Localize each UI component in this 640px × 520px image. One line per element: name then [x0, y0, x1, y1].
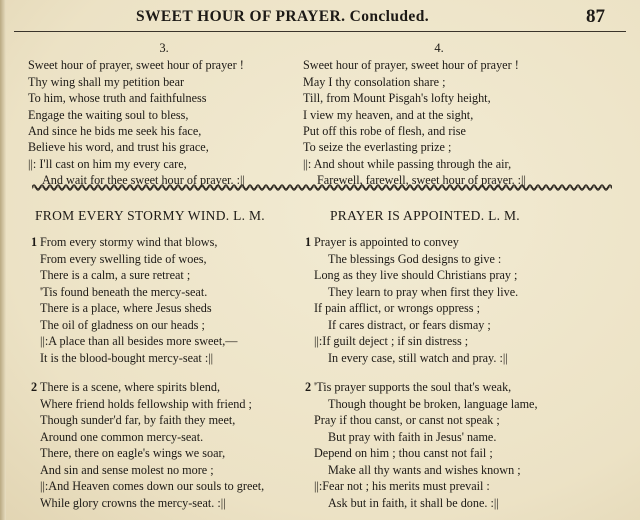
verse-line: 'Tis found beneath the mercy-seat.	[40, 284, 208, 299]
verse-number: 1	[305, 235, 312, 249]
verse-number: 2	[31, 380, 38, 394]
hymn-left-text	[31, 234, 265, 511]
verse-line: Ask but in faith, it shall be done. :||	[328, 495, 499, 510]
verse-line: Pray if thou canst, or canst not speak ;	[314, 413, 500, 427]
verse-line: Sweet hour of prayer, sweet hour of prayer !	[303, 58, 519, 73]
verse-line: To him, whose truth and faithfulness	[28, 91, 207, 106]
verse-line: The blessings God designs to give :	[328, 251, 502, 266]
verse-line: There is a calm, a sure retreat ;	[40, 268, 191, 282]
verse-line: Where friend holds fellowship with friend ;	[40, 396, 252, 411]
running-title: SWEET HOUR OF PRAYER. Concluded.	[136, 8, 430, 25]
verse-line: And wait for thee sweet hour of prayer. :||	[42, 173, 245, 188]
verse-line: ||:Fear not ; his merits must prevail :	[314, 479, 490, 493]
verse-line: Farewell, farewell, sweet hour of prayer. :||	[317, 173, 526, 188]
page-number: 87	[586, 6, 605, 27]
verse-line: Prayer is appointed to convey	[314, 235, 459, 249]
verse-1-right	[305, 234, 538, 366]
verse-line: Engage the waiting soul to bless,	[28, 107, 189, 122]
verse-4-number: 4.	[434, 41, 444, 55]
hymn-title-right: PRAYER IS APPOINTED. L. M.	[330, 208, 520, 223]
verse-line: ||:A place than all besides more sweet,—	[40, 334, 238, 348]
wavy-divider	[32, 180, 612, 194]
verse-line: Believe his word, and trust his grace,	[28, 140, 209, 155]
verse-line: And since he bids me seek his face,	[28, 123, 202, 138]
verse-line: ||:And Heaven comes down our souls to greet,	[40, 479, 265, 493]
hymn-right-text	[305, 234, 538, 511]
verse-line: They learn to pray when first they live.	[328, 284, 519, 299]
verse-line: If cares distract, or fears dismay ;	[328, 317, 491, 332]
verse-line: In every case, still watch and pray. :||	[328, 350, 508, 365]
verse-line: There is a place, where Jesus sheds	[40, 301, 212, 315]
verse-line: To seize the everlasting prize ;	[303, 140, 452, 155]
page-header	[0, 6, 640, 28]
verse-3-block	[28, 40, 300, 189]
verse-line: I view my heaven, and at the sight,	[303, 107, 474, 122]
verse-3-number: 3.	[159, 41, 169, 55]
verse-line: Make all thy wants and wishes known ;	[328, 462, 521, 477]
verse-number: 2	[305, 380, 312, 394]
verse-line: Till, from Mount Pisgah's lofty height,	[303, 91, 491, 106]
verse-line: Around one common mercy-seat.	[40, 429, 204, 444]
header-rule	[14, 31, 626, 32]
verse-line: ||: I'll cast on him my every care,	[28, 156, 187, 171]
verse-2-left	[31, 379, 265, 511]
verse-line: From every stormy wind that blows,	[40, 235, 218, 249]
verse-line: Thy wing shall my petition bear	[28, 74, 185, 89]
verse-line: ||:If guilt deject ; if sin distress ;	[314, 334, 469, 348]
hymn-title-left: FROM EVERY STORMY WIND. L. M.	[35, 208, 265, 223]
verse-line: Put off this robe of flesh, and rise	[303, 123, 466, 138]
verse-line: ||: And shout while passing through the air,	[303, 156, 512, 171]
verse-4-block	[303, 40, 575, 189]
verse-line: But pray with faith in Jesus' name.	[328, 429, 497, 444]
verse-line: There, there on eagle's wings we soar,	[40, 446, 226, 460]
verse-line: Sweet hour of prayer, sweet hour of prayer !	[28, 58, 244, 73]
verse-line: 'Tis prayer supports the soul that's weak,	[314, 380, 512, 394]
verse-2-right	[305, 379, 538, 511]
verse-line: From every swelling tide of woes,	[40, 251, 207, 266]
verse-line: Though thought be broken, language lame,	[328, 396, 538, 411]
verse-line: It is the blood-bought mercy-seat :||	[40, 350, 214, 365]
verse-line: Depend on him ; thou canst not fail ;	[314, 446, 493, 460]
verse-line: While glory crowns the mercy-seat. :||	[40, 495, 226, 510]
verse-1-left	[31, 234, 264, 366]
verse-line: If pain afflict, or wrongs oppress ;	[314, 301, 480, 315]
verse-line: And sin and sense molest no more ;	[40, 462, 214, 477]
verse-number: 1	[31, 235, 38, 249]
page-gutter-shadow	[0, 0, 6, 520]
verse-line: Though sunder'd far, by faith they meet,	[40, 413, 236, 427]
verse-line: Long as they live should Christians pray ;	[314, 268, 518, 282]
verse-line: May I thy consolation share ;	[303, 74, 446, 89]
verse-line: There is a scene, where spirits blend,	[40, 380, 221, 394]
verse-line: The oil of gladness on our heads ;	[40, 317, 205, 332]
